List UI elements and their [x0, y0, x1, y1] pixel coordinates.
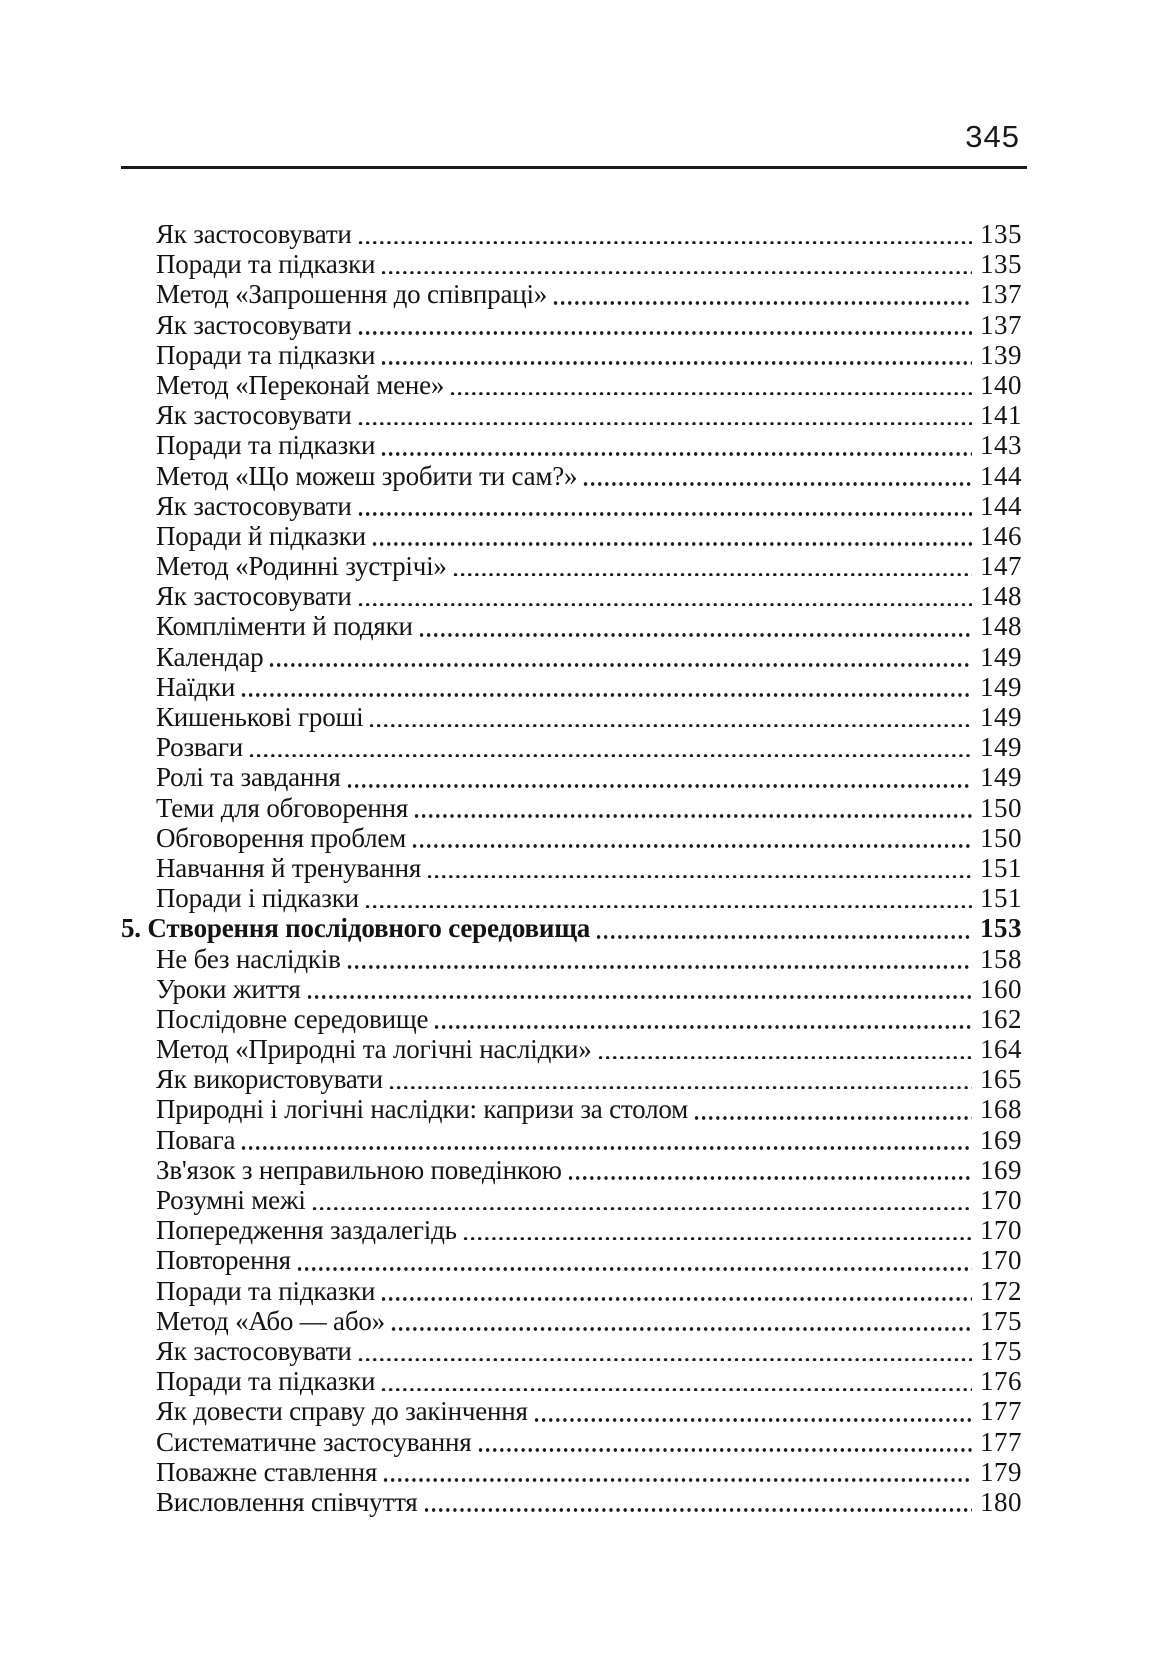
dot-leader [423, 1508, 972, 1512]
dot-leader [597, 1056, 972, 1060]
toc-entry [121, 1427, 1027, 1457]
dot-leader [311, 1207, 972, 1211]
toc-entry-page: 170 [980, 1215, 1022, 1246]
toc-entry-label: Теми для обговорення [156, 792, 409, 823]
toc-entry-label: Попередження заздалегідь [156, 1215, 457, 1246]
toc-entry [121, 581, 1027, 611]
toc-entry-page: 162 [980, 1003, 1022, 1034]
dot-leader [411, 844, 972, 848]
toc-entry-label: Навчання й тренування [156, 852, 422, 883]
toc-entry-label: Послідовне середовище [156, 1003, 429, 1034]
dot-leader [268, 663, 972, 667]
dot-leader [380, 1388, 972, 1392]
toc-entry-label: Метод «Природні та логічні наслідки» [156, 1034, 592, 1065]
toc-entry [121, 1245, 1027, 1275]
toc-entry-page: 139 [980, 339, 1022, 370]
toc-entry [121, 1004, 1027, 1034]
toc-entry [121, 1215, 1027, 1245]
toc-entry-page: 175 [980, 1305, 1022, 1336]
toc-entry-page: 149 [980, 641, 1022, 672]
toc-entry [121, 702, 1027, 732]
toc-entry-page: 160 [980, 973, 1022, 1004]
toc-entry-label: Зв'язок з неправильною поведінкою [156, 1154, 562, 1185]
dot-leader [413, 814, 972, 818]
dot-leader [390, 1327, 972, 1331]
toc-entry [121, 1185, 1027, 1215]
toc-entry-page: 180 [980, 1486, 1022, 1517]
toc-entry-page: 135 [980, 219, 1022, 249]
dot-leader [357, 241, 972, 245]
toc-entry-page: 169 [980, 1154, 1022, 1185]
toc-entry-page: 150 [980, 822, 1022, 853]
dot-leader [582, 482, 972, 486]
toc-entry-label: Як довести справу до закінчення [156, 1396, 528, 1427]
toc-entry [121, 1064, 1027, 1094]
dot-leader [371, 542, 972, 546]
toc-entry-label: Як застосовувати [156, 219, 352, 249]
toc-entry-label: Повторення [156, 1245, 291, 1276]
toc-entry-page: 148 [980, 611, 1022, 642]
dot-leader [380, 1297, 972, 1301]
toc-entry-page: 147 [980, 551, 1022, 582]
toc-entry-label: Поважне ставлення [156, 1456, 378, 1487]
toc-entry [121, 672, 1027, 702]
toc-entry-page: 168 [980, 1094, 1022, 1125]
toc-entry [121, 219, 1027, 249]
toc-entry [121, 913, 1027, 943]
toc-entry-page: 176 [980, 1366, 1022, 1397]
dot-leader [382, 1478, 972, 1482]
dot-leader [368, 724, 972, 728]
toc-entry-label: Систематичне застосування [156, 1426, 472, 1457]
toc-entry-label: Поради та підказки [156, 1275, 376, 1306]
toc-entry-label: Висловлення співчуття [156, 1486, 418, 1517]
toc-entry-page: 151 [980, 852, 1022, 883]
toc-entry-page: 177 [980, 1396, 1022, 1427]
toc-entry [121, 1487, 1027, 1517]
toc-entry [121, 611, 1027, 641]
toc-entry-label: Метод «Переконай мене» [156, 369, 445, 400]
dot-leader [418, 633, 972, 637]
dot-leader [240, 1146, 972, 1150]
dot-leader [357, 603, 972, 607]
toc-entry-page: 172 [980, 1275, 1022, 1306]
toc-entry [121, 1336, 1027, 1366]
table-of-contents [121, 219, 1027, 1517]
toc-entry [121, 1396, 1027, 1426]
toc-entry [121, 1094, 1027, 1124]
toc-entry-page: 150 [980, 792, 1022, 823]
toc-entry-label: Як використовувати [156, 1064, 383, 1095]
toc-entry [121, 974, 1027, 1004]
toc-entry-label: Компліменти й подяки [156, 611, 413, 642]
toc-entry [121, 793, 1027, 823]
toc-entry-label: Метод «Родинні зустрічі» [156, 551, 447, 582]
toc-entry-page: 135 [980, 249, 1022, 280]
dot-leader [533, 1418, 972, 1422]
toc-entry-page: 177 [980, 1426, 1022, 1457]
toc-entry [121, 521, 1027, 551]
toc-entry-page: 179 [980, 1456, 1022, 1487]
toc-entry-page: 165 [980, 1064, 1022, 1095]
toc-entry-label: Ролі та завдання [156, 762, 341, 793]
toc-entry-label: Поради та підказки [156, 249, 376, 280]
toc-entry [121, 883, 1027, 913]
toc-entry [121, 430, 1027, 460]
toc-entry [121, 853, 1027, 883]
dot-leader [346, 784, 972, 788]
toc-entry-page: 169 [980, 1124, 1022, 1155]
dot-leader [296, 1267, 972, 1271]
toc-entry [121, 642, 1027, 672]
dot-leader [462, 1237, 972, 1241]
toc-entry [121, 491, 1027, 521]
toc-entry-label: Природні і логічні наслідки: капризи за столом [156, 1094, 689, 1125]
toc-entry-page: 158 [980, 943, 1022, 974]
dot-leader [240, 693, 972, 697]
toc-entry-label: Розумні межі [156, 1185, 306, 1215]
toc-entry-page: 144 [980, 490, 1022, 521]
toc-entry [121, 461, 1027, 491]
toc-entry-page: 144 [980, 460, 1022, 491]
dot-leader [357, 512, 972, 516]
page-number: 345 [965, 119, 1020, 154]
dot-leader [552, 301, 972, 305]
toc-entry [121, 1366, 1027, 1396]
toc-entry-label: Як застосовувати [156, 1335, 352, 1366]
dot-leader [380, 271, 972, 275]
toc-entry-page: 143 [980, 430, 1022, 461]
toc-entry-page: 149 [980, 702, 1022, 732]
dot-leader [357, 1358, 972, 1362]
toc-entry [121, 400, 1027, 430]
toc-entry [121, 1155, 1027, 1185]
toc-entry-label: Як застосовувати [156, 400, 352, 431]
toc-entry [121, 1306, 1027, 1336]
toc-entry-page: 170 [980, 1245, 1022, 1276]
toc-entry-page: 175 [980, 1335, 1022, 1366]
toc-entry-label: Поради та підказки [156, 430, 376, 461]
dot-leader [595, 935, 972, 939]
toc-entry [121, 340, 1027, 370]
toc-entry [121, 823, 1027, 853]
toc-entry-label: Поради й підказки [156, 520, 366, 551]
toc-entry-label: Обговорення проблем [156, 822, 407, 853]
toc-entry [121, 370, 1027, 400]
toc-entry [121, 279, 1027, 309]
dot-leader [477, 1448, 973, 1452]
toc-entry [121, 249, 1027, 279]
toc-entry-label: Календар [156, 641, 264, 672]
toc-entry-label: Наїдки [156, 671, 236, 702]
toc-entry [121, 1034, 1027, 1064]
dot-leader [306, 995, 972, 999]
toc-entry-label: Як застосовувати [156, 309, 352, 340]
dot-leader [346, 965, 972, 969]
toc-entry [121, 1457, 1027, 1487]
toc-entry-page: 140 [980, 369, 1022, 400]
toc-entry [121, 551, 1027, 581]
dot-leader [357, 422, 972, 426]
toc-entry-label: Як застосовувати [156, 581, 352, 612]
toc-entry-page: 149 [980, 762, 1022, 793]
toc-entry-label: Уроки життя [156, 973, 301, 1004]
toc-entry [121, 944, 1027, 974]
dot-leader [357, 331, 972, 335]
toc-entry-label: Не без наслідків [156, 943, 341, 974]
toc-entry-label: Повага [156, 1124, 236, 1155]
dot-leader [452, 573, 972, 577]
toc-entry-page: 170 [980, 1185, 1022, 1215]
toc-entry-label: Поради та підказки [156, 1366, 376, 1397]
toc-entry-label: Розваги [156, 732, 244, 763]
dot-leader [433, 1025, 972, 1029]
dot-leader [364, 905, 972, 909]
toc-entry [121, 1276, 1027, 1306]
toc-entry-label: Кишенькові гроші [156, 702, 364, 732]
dot-leader [380, 452, 972, 456]
dot-leader [388, 1086, 972, 1090]
toc-entry [121, 762, 1027, 792]
toc-entry-label: Метод «Що можеш зробити ти сам?» [156, 460, 578, 491]
toc-entry-page: 153 [980, 913, 1022, 944]
toc-entry-page: 148 [980, 581, 1022, 612]
header-rule [121, 166, 1027, 169]
dot-leader [567, 1176, 972, 1180]
toc-entry [121, 732, 1027, 762]
toc-entry-page: 149 [980, 732, 1022, 763]
dot-leader [380, 361, 972, 365]
dot-leader [693, 1116, 972, 1120]
dot-leader [248, 754, 972, 758]
toc-entry [121, 1125, 1027, 1155]
toc-entry-page: 137 [980, 309, 1022, 340]
dot-leader [449, 392, 972, 396]
toc-entry-label: Поради та підказки [156, 339, 376, 370]
toc-entry-page: 151 [980, 883, 1022, 914]
toc-entry-page: 137 [980, 279, 1022, 310]
dot-leader [426, 875, 972, 879]
toc-entry-label: Метод «Запрошення до співпраці» [156, 279, 548, 310]
toc-entry [121, 310, 1027, 340]
toc-entry-label: 5. Створення послідовного середовища [121, 913, 591, 944]
toc-entry-page: 149 [980, 671, 1022, 702]
toc-entry-page: 141 [980, 400, 1022, 431]
toc-entry-label: Поради і підказки [156, 883, 359, 914]
toc-entry-page: 146 [980, 520, 1022, 551]
toc-entry-label: Як застосовувати [156, 490, 352, 521]
toc-entry-label: Метод «Або — або» [156, 1305, 385, 1336]
toc-entry-page: 164 [980, 1034, 1022, 1065]
